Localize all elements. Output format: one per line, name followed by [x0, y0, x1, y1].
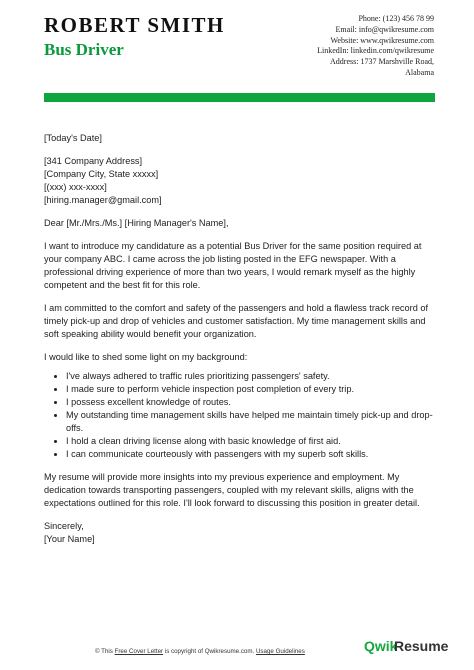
- contact-address-line2: Alabama: [405, 67, 434, 77]
- footer-note: [95, 648, 305, 655]
- free-cover-letter-link[interactable]: Free Cover Letter: [114, 648, 164, 655]
- signature-name: [Your Name]: [44, 534, 95, 544]
- contact-block: [234, 14, 434, 79]
- contact-address-line1: Address: 1737 Marshville Road,: [330, 57, 434, 67]
- logo-part-qwik: Qwik: [364, 638, 398, 654]
- qwikresume-logo: [364, 638, 449, 658]
- candidate-name: ROBERT SMITH: [44, 13, 225, 37]
- job-title: Bus Driver: [44, 40, 124, 59]
- contact-email: Email: info@qwikresume.com: [335, 24, 434, 34]
- recipient-city: [Company City, State xxxxx]: [44, 169, 159, 179]
- list-item: • I hold a clean driving license along with basic knowledge of first aid.: [66, 435, 436, 448]
- recipient-block: [44, 155, 436, 207]
- paragraph-closing: My resume will provide more insights into my previous experience and employment. My dedication towards transporting passengers, coupled with my relevant skills, aligns with the expectations outlined for this role. I'll look forward to discussing this position in greater detail.: [44, 472, 420, 508]
- list-item: • I've always adhered to traffic rules prioritizing passengers' safety.: [66, 370, 436, 383]
- background-list: [44, 370, 436, 461]
- letter-date: [Today's Date]: [44, 133, 102, 143]
- list-item: • I can communicate courteously with passengers with my superb soft skills.: [66, 448, 436, 461]
- paragraph-background-intro: I would like to shed some light on my background:: [44, 352, 248, 362]
- list-item: • I made sure to perform vehicle inspection post completion of every trip.: [66, 383, 436, 396]
- header-divider-bar: [44, 93, 435, 102]
- contact-website: Website: www.qwikresume.com: [330, 35, 434, 45]
- salutation: Dear [Mr./Mrs./Ms.] [Hiring Manager's Name],: [44, 218, 229, 228]
- contact-phone: Phone: (123) 456 78 99: [358, 14, 434, 23]
- paragraph-commitment: I am committed to the comfort and safety of the passengers and hold a flawless track record of timely pick-up and drop of vehicles and customer satisfaction. My time management skills and soft speaking ability would benefit your organization.: [44, 303, 429, 339]
- contact-linkedin: LinkedIn: linkedin.com/qwikresume: [317, 46, 434, 56]
- list-item: • My outstanding time management skills have helped me maintain timely pick-up and drop-offs.: [66, 409, 436, 435]
- list-item: • I possess excellent knowledge of routes.: [66, 396, 436, 409]
- recipient-phone: [(xxx) xxx-xxxx]: [44, 182, 107, 192]
- footer-prefix: © This: [95, 648, 113, 655]
- logo-part-resume: Resume: [394, 638, 449, 654]
- recipient-email: [hiring.manager@gmail.com]: [44, 195, 162, 205]
- paragraph-intro: I want to introduce my candidature as a potential Bus Driver for the same position required at your company ABC. I came across the job listing posted in the EFG newspaper. With a professional driving experience of more than two years, I would remark myself as the highly competent and the best fit for this role.: [44, 241, 422, 290]
- recipient-address: [341 Company Address]: [44, 156, 143, 166]
- usage-guidelines-link[interactable]: Usage Guidelines: [255, 648, 305, 655]
- signoff-block: [44, 520, 436, 546]
- letter-body: [44, 132, 436, 546]
- closing: Sincerely,: [44, 521, 84, 531]
- footer-middle: is copyright of Qwikresume.com.: [164, 648, 255, 655]
